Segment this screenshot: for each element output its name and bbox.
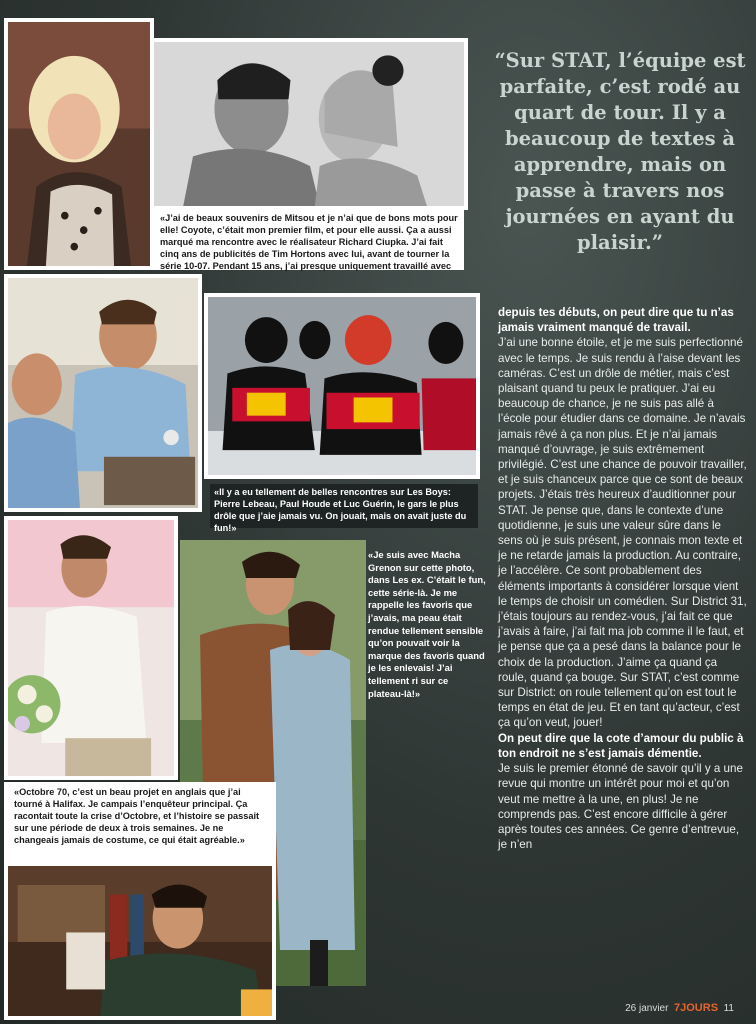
footer-brand-logo: 7JOURS: [674, 1002, 719, 1014]
caption-octobre-70: «Octobre 70, c’est un beau projet en anglais que j’ai tourné à Halifax. Je campais l’enquêteur principal. Ça racontait toute la crise d’Octobre, et l’histoire se passait sur une période de deux à trois semaines. Je ne changeais jamais de costume, ce qui était agréable.»: [4, 782, 276, 862]
caption-les-boys: «Il y a eu tellement de belles rencontres sur Les Boys: Pierre Lebeau, Paul Houde et Luc Guérin, le gars le plus drôle que j’aie jamais vu. On jouait, mais on avait juste du fun!»: [210, 484, 478, 528]
photo-man-flowers: [4, 516, 178, 780]
question-2: On peut dire que la cote d’amour du public à ton endroit ne s’est jamais démentie.: [498, 731, 744, 760]
photo-coyote: [150, 38, 468, 210]
caption-les-ex: «Je suis avec Macha Grenon sur cette photo, dans Les ex. C’était le fun, cette série-là. Je me rappelle les favoris que j’avais, ma peau était rendue tellement sensible qu’on pouvait voir la marque des favoris quand je les enlevais! J’ai tellement ri sur ce plateau-là!»: [368, 549, 486, 699]
photo-mitsou: [4, 18, 154, 270]
answer-1: J’ai une bonne étoile, et je me suis perfectionné avec le temps. Je suis rendu à l’aise devant les caméras. C’est un drôle de métier, mais c’est plaisant quand tu peux le pratiquer. J’ai eu beaucoup de chance, je ne suis pas allé à l’école pour étudier dans ce domaine. Je n’avais jamais rêvé à ça non plus. Et je n’ai jamais manqué d’ouvrage, je suis extrêmement privilégié. C’est une chance de pouvoir travailler, et je suis chanceux parce que ce sont de beaux projets. J’étais très heureux d’auditionner pour STAT. Je pense que, dans le contexte d’une quotidienne, je suis une valeur sûre dans le sens où je suis présent, je connais mon texte et je ne retarde jamais la production. Au contraire, je l’accélère. Ce sont probablement des éléments importants à considérer lorsque vient le temps de choisir un comédien. Sur District 31, j’étais toujours au rendez-vous, j’ai fait ce que j’avais à faire, j’ai fait ma job comme il le faut, et je pense que ça a pesé dans la balance pour le choix de la production. J’aime ça quand ça roule, quand ça bouge. Sur STAT, c’est comme sur District: on roule tellement qu’on est tout le temps en état de jeu. Et en tant qu’acteur, c’est ça qu’on veut, jouer!: [498, 336, 747, 730]
page-number: 11: [723, 1003, 734, 1014]
page-footer: [625, 1002, 734, 1014]
article-body: [498, 305, 748, 852]
pull-quote: “Sur STAT, l’équipe est parfaite, c’est rodé au quart de tour. Il y a beaucoup de textes à apprendre, mais on passe à travers nos journées en ayant du plaisir.”: [494, 49, 746, 254]
footer-date: 26 janvier: [625, 1003, 669, 1014]
answer-2: Je suis le premier étonné de savoir qu’il y a une revue qui montre un intérêt pour moi et qu’on veut me mettre à la une, en plus! Je ne comprends pas. C’est encore difficile à gérer après toutes ces années. Ce genre d’entrevue, je n’en: [498, 762, 743, 852]
photo-octobre-70: [4, 862, 276, 1020]
question-1: depuis tes débuts, on peut dire que tu n’as jamais vraiment manqué de travail.: [498, 306, 734, 335]
photo-les-boys: [204, 293, 480, 479]
caption-coyote: «J’ai de beaux souvenirs de Mitsou et je n’ai que de bons mots pour elle! Coyote, c’était mon premier film, et pour elle aussi. Ça a aussi marqué ma rencontre avec le réalisateur Richard Ciupka. J’ai fait cinq ans de publicités de Tim Hortons avec lui, avant de tourner la série 10-07. Pendant 15 ans, j’ai presque uniquement travaillé avec: [154, 208, 464, 270]
photo-two-men: [4, 274, 202, 512]
